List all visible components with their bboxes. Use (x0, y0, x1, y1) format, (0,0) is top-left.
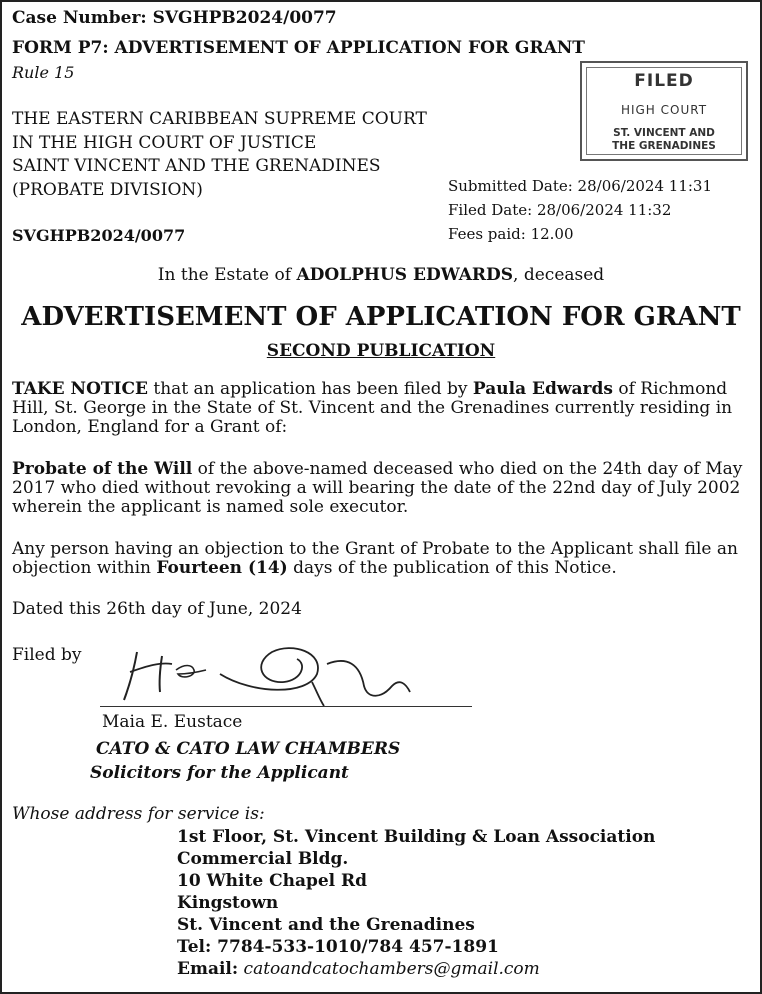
signatory-name: Maia E. Eustace (102, 712, 243, 732)
case-number: Case Number: SVGHPB2024/0077 (12, 8, 337, 28)
solicitor-role: Solicitors for the Applicant (90, 763, 349, 783)
form-title: FORM P7: ADVERTISEMENT OF APPLICATION FOR GRANT (12, 38, 585, 58)
notice-text-1: that an application has been filed by (148, 379, 473, 399)
applicant-name: Paula Edwards (472, 379, 613, 399)
filed-stamp (580, 61, 748, 161)
signature-line (100, 706, 472, 707)
rule-reference: Rule 15 (12, 63, 75, 82)
email-line (177, 959, 540, 979)
probate-lead: Probate of the Will (12, 459, 193, 479)
court-line-3: SAINT VINCENT AND THE GRENADINES (12, 156, 381, 176)
deceased-name: ADOLPHUS EDWARDS (296, 265, 514, 285)
objection-paragraph (12, 540, 752, 578)
address-line-2: Commercial Bldg. (177, 849, 349, 869)
submitted-date: Submitted Date: 28/06/2024 11:31 (448, 177, 713, 195)
email-label: Email: (177, 959, 239, 979)
objection-text-1: Any person having an objection to the Grant of Probate to the Applicant shall file an objection within (12, 539, 738, 578)
address-line-5: St. Vincent and the Grenadines (177, 915, 475, 935)
court-line-4: (PROBATE DIVISION) (12, 180, 203, 200)
address-line-3: 10 White Chapel Rd (177, 871, 368, 891)
estate-line (2, 265, 760, 285)
take-notice-lead: TAKE NOTICE (12, 379, 148, 399)
address-intro: Whose address for service is: (12, 804, 265, 824)
estate-prefix: In the Estate of (157, 265, 297, 285)
objection-text-2: days of the publication of this Notice. (287, 558, 617, 578)
stamp-court-text: HIGH COURT (620, 103, 708, 117)
court-line-2: IN THE HIGH COURT OF JUSTICE (12, 133, 317, 153)
notice-subtitle (2, 341, 760, 361)
notice-text-2: of Richmond Hill, St. George in the State of St. Vincent and the Grenadines currently residing in London, England for a Grant of: (12, 379, 733, 437)
filed-by-label: Filed by (12, 645, 82, 665)
case-reference: SVGHPB2024/0077 (12, 226, 186, 245)
probate-text: of the above-named deceased who died on the 24th day of May 2017 who died without revoking a will bearing the date of the 22nd day of July 2002 wherein the applicant is named sole executor. (12, 459, 743, 517)
estate-suffix: , deceased (513, 265, 605, 285)
law-firm-name: CATO & CATO LAW CHAMBERS (96, 739, 401, 759)
notice-paragraph (12, 380, 752, 437)
notice-title: ADVERTISEMENT OF APPLICATION FOR GRANT (21, 302, 741, 332)
fees-paid: Fees paid: 12.00 (448, 225, 574, 243)
subtitle-text: SECOND PUBLICATION (266, 341, 496, 361)
probate-paragraph (12, 460, 752, 517)
stamp-filed-text: FILED (634, 71, 694, 91)
stamp-jurisdiction (582, 127, 746, 153)
address-line-4: Kingstown (177, 893, 279, 913)
telephone: Tel: 7784-533-1010/784 457-1891 (177, 937, 499, 957)
dated-line: Dated this 26th day of June, 2024 (12, 599, 302, 619)
objection-period: Fourteen (14) (156, 558, 288, 578)
stamp-jurisdiction-line-1: ST. VINCENT AND (613, 127, 715, 139)
stamp-jurisdiction-line-2: THE GRENADINES (612, 140, 716, 152)
filed-date: Filed Date: 28/06/2024 11:32 (448, 201, 672, 219)
handwritten-signature (102, 634, 432, 714)
email-address: catoandcatochambers@gmail.com (238, 959, 540, 979)
court-line-1: THE EASTERN CARIBBEAN SUPREME COURT (12, 109, 427, 129)
address-line-1: 1st Floor, St. Vincent Building & Loan Association (177, 827, 656, 847)
